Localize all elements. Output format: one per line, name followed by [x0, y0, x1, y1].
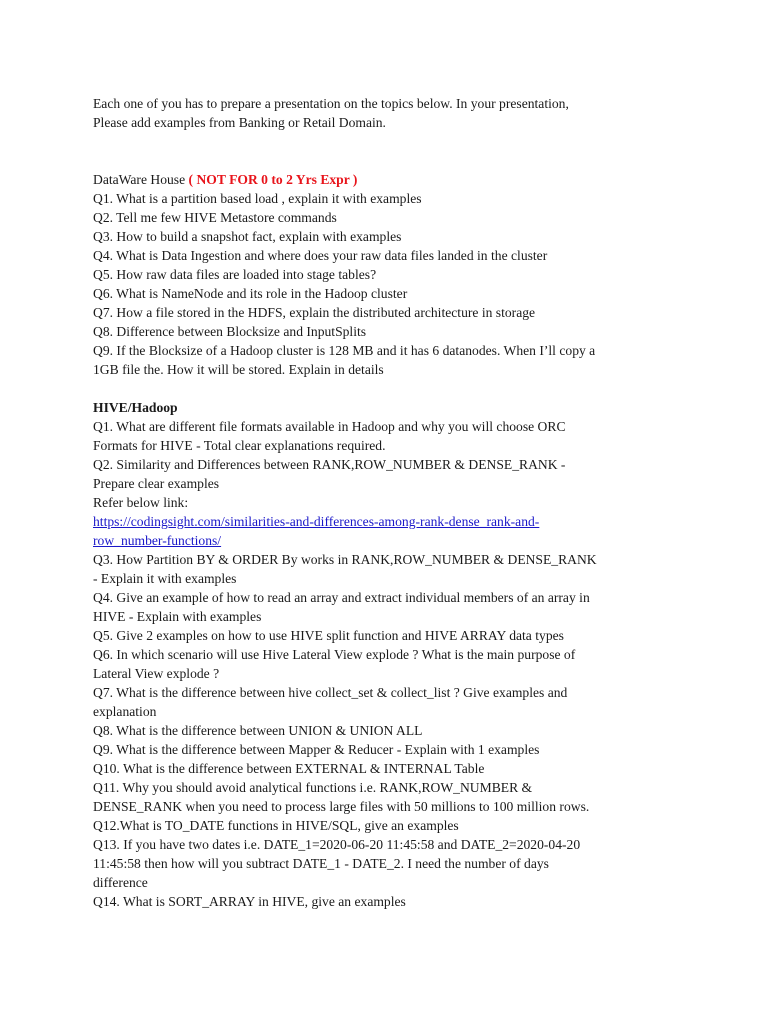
hive-question-6-line-1: Q6. In which scenario will use Hive Lateral View explode ? What is the main purpose of [93, 647, 576, 662]
hive-question-13-line-1: Q13. If you have two dates i.e. DATE_1=2020-06-20 11:45:58 and DATE_2=2020-04-20 [93, 837, 581, 852]
hive-question-3-line-1: Q3. How Partition BY & ORDER By works in RANK,ROW_NUMBER & DENSE_RANK [93, 552, 597, 567]
document-body [93, 94, 683, 911]
dw-question-9-line-1: Q9. If the Blocksize of a Hadoop cluster is 128 MB and it has 6 datanodes. When I’ll copy a [93, 343, 596, 358]
dw-question-8: Q8. Difference between Blocksize and InputSplits [93, 324, 367, 339]
hive-question-4-line-1: Q4. Give an example of how to read an array and extract individual members of an array in [93, 590, 590, 605]
dw-question-5: Q5. How raw data files are loaded into stage tables? [93, 267, 377, 282]
hive-question-14: Q14. What is SORT_ARRAY in HIVE, give an examples [93, 894, 406, 909]
hive-question-2-line-1: Q2. Similarity and Differences between RANK,ROW_NUMBER & DENSE_RANK - [93, 457, 566, 472]
hive-question-7-line-1: Q7. What is the difference between hive collect_set & collect_list ? Give examples and [93, 685, 568, 700]
hive-question-8: Q8. What is the difference between UNION & UNION ALL [93, 723, 423, 738]
hive-question-3-line-2: - Explain it with examples [93, 571, 237, 586]
reference-link[interactable] [93, 512, 613, 550]
hive-question-11-line-2: DENSE_RANK when you need to process large files with 50 millions to 100 million rows. [93, 799, 590, 814]
dw-question-6: Q6. What is NameNode and its role in the Hadoop cluster [93, 286, 408, 301]
intro-line-1: Each one of you has to prepare a presentation on the topics below. In your presentation, [93, 96, 569, 111]
hive-question-13-line-3: difference [93, 875, 148, 890]
hive-question-11-line-1: Q11. Why you should avoid analytical functions i.e. RANK,ROW_NUMBER & [93, 780, 533, 795]
spacer [93, 132, 683, 170]
spacer [93, 379, 683, 398]
dw-question-2: Q2. Tell me few HIVE Metastore commands [93, 210, 337, 225]
dw-question-4: Q4. What is Data Ingestion and where does your raw data files landed in the cluster [93, 248, 548, 263]
hive-question-1-line-1: Q1. What are different file formats available in Hadoop and why you will choose ORC [93, 419, 566, 434]
hive-question-7-line-2: explanation [93, 704, 157, 719]
reference-link-line-2: row_number-functions/ [93, 533, 222, 548]
section-dataware-title: DataWare House [93, 172, 186, 187]
dw-question-3: Q3. How to build a snapshot fact, explain with examples [93, 229, 402, 244]
hive-question-9: Q9. What is the difference between Mapper & Reducer - Explain with 1 examples [93, 742, 540, 757]
section-dataware-heading [93, 170, 683, 189]
hive-question-5: Q5. Give 2 examples on how to use HIVE split function and HIVE ARRAY data types [93, 628, 564, 643]
hive-question-2-line-2: Prepare clear examples [93, 476, 220, 491]
hive-question-6-line-2: Lateral View explode ? [93, 666, 220, 681]
hive-question-4-line-2: HIVE - Explain with examples [93, 609, 262, 624]
hive-question-13-line-2: 11:45:58 then how will you subtract DATE_1 - DATE_2. I need the number of days [93, 856, 549, 871]
dw-question-7: Q7. How a file stored in the HDFS, explain the distributed architecture in storage [93, 305, 536, 320]
hive-question-12: Q12.What is TO_DATE functions in HIVE/SQL, give an examples [93, 818, 459, 833]
refer-label: Refer below link: [93, 495, 189, 510]
hive-question-10: Q10. What is the difference between EXTERNAL & INTERNAL Table [93, 761, 485, 776]
section-hive-title: HIVE/Hadoop [93, 400, 178, 415]
dw-question-9-line-2: 1GB file the. How it will be stored. Explain in details [93, 362, 384, 377]
hive-question-1-line-2: Formats for HIVE - Total clear explanations required. [93, 438, 386, 453]
section-dataware-note: ( NOT FOR 0 to 2 Yrs Expr ) [188, 172, 358, 187]
dw-question-1: Q1. What is a partition based load , explain it with examples [93, 191, 422, 206]
reference-link-line-1: https://codingsight.com/similarities-and-differences-among-rank-dense_rank-and- [93, 514, 540, 529]
intro-line-2: Please add examples from Banking or Retail Domain. [93, 115, 386, 130]
